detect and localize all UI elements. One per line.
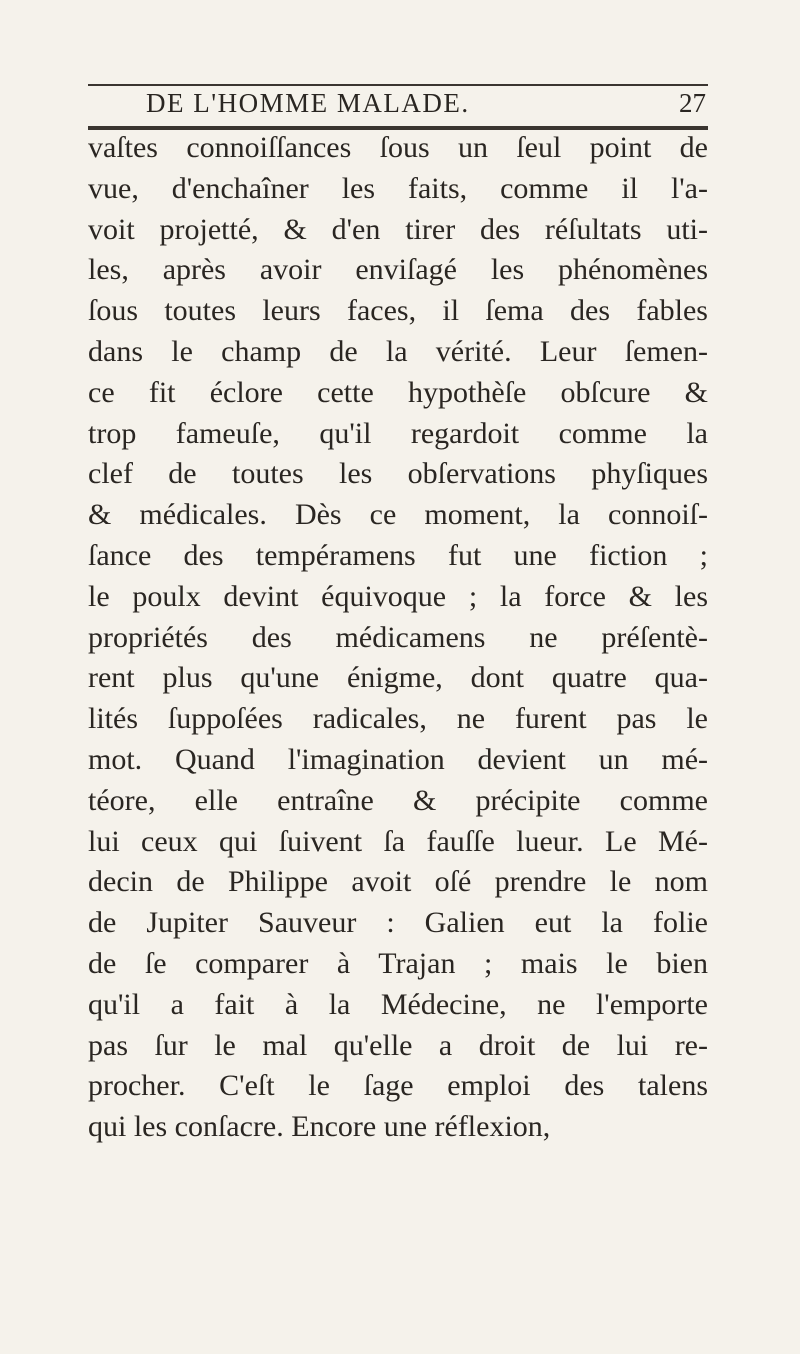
text-line: qu'il a fait à la Médecine, ne l'emporte — [88, 987, 708, 1021]
text-line: ſance des tempéramens fut une fiction ; — [88, 538, 708, 572]
text-line: le poulx devint équivoque ; la force & les — [88, 579, 708, 613]
text-line: ſous toutes leurs faces, il ſema des fables — [88, 294, 708, 328]
header-rule-top — [88, 84, 708, 86]
text-line: trop fameuſe, qu'il regardoit comme la — [88, 416, 708, 450]
text-line: rent plus qu'une énigme, dont quatre qua- — [88, 661, 708, 695]
running-title: DE L'HOMME MALADE. — [146, 88, 470, 118]
text-line: vaſtes connoiſſances ſous un ſeul point de — [88, 131, 708, 164]
text-line: qui les conſacre. Encore une réflexion, — [88, 1110, 551, 1144]
text-line: voit projetté, & d'en tirer des réſultats uti- — [88, 212, 708, 246]
text-line: de ſe comparer à Trajan ; mais le bien — [88, 946, 708, 980]
text-line: lités ſuppoſées radicales, ne furent pas le — [88, 702, 708, 736]
text-line: mot. Quand l'imagination devient un mé- — [88, 742, 708, 776]
text-line: propriétés des médicamens ne préſentè- — [88, 620, 708, 654]
text-line: clef de toutes les obſervations phyſiques — [88, 457, 708, 491]
text-line: pas ſur le mal qu'elle a droit de lui re- — [88, 1028, 708, 1062]
text-line: de Jupiter Sauveur : Galien eut la folie — [88, 906, 708, 940]
text-line: procher. C'eſt le ſage emploi des talens — [88, 1069, 708, 1103]
text-line: lui ceux qui ſuivent ſa fauſſe lueur. Le Mé- — [88, 824, 708, 858]
text-line: & médicales. Dès ce moment, la connoiſ- — [88, 498, 708, 532]
body-text — [88, 128, 708, 1148]
text-line: decin de Philippe avoit oſé prendre le nom — [88, 865, 708, 899]
text-line: vue, d'enchaîner les faits, comme il l'a- — [88, 171, 708, 205]
text-line: les, après avoir enviſagé les phénomènes — [88, 253, 708, 287]
text-line: téore, elle entraîne & précipite comme — [88, 783, 708, 817]
running-header — [88, 88, 706, 122]
text-line: dans le champ de la vérité. Leur ſemen- — [88, 334, 708, 368]
text-line: ce fit éclore cette hypothèſe obſcure & — [88, 375, 708, 409]
page-number: 27 — [679, 88, 706, 118]
